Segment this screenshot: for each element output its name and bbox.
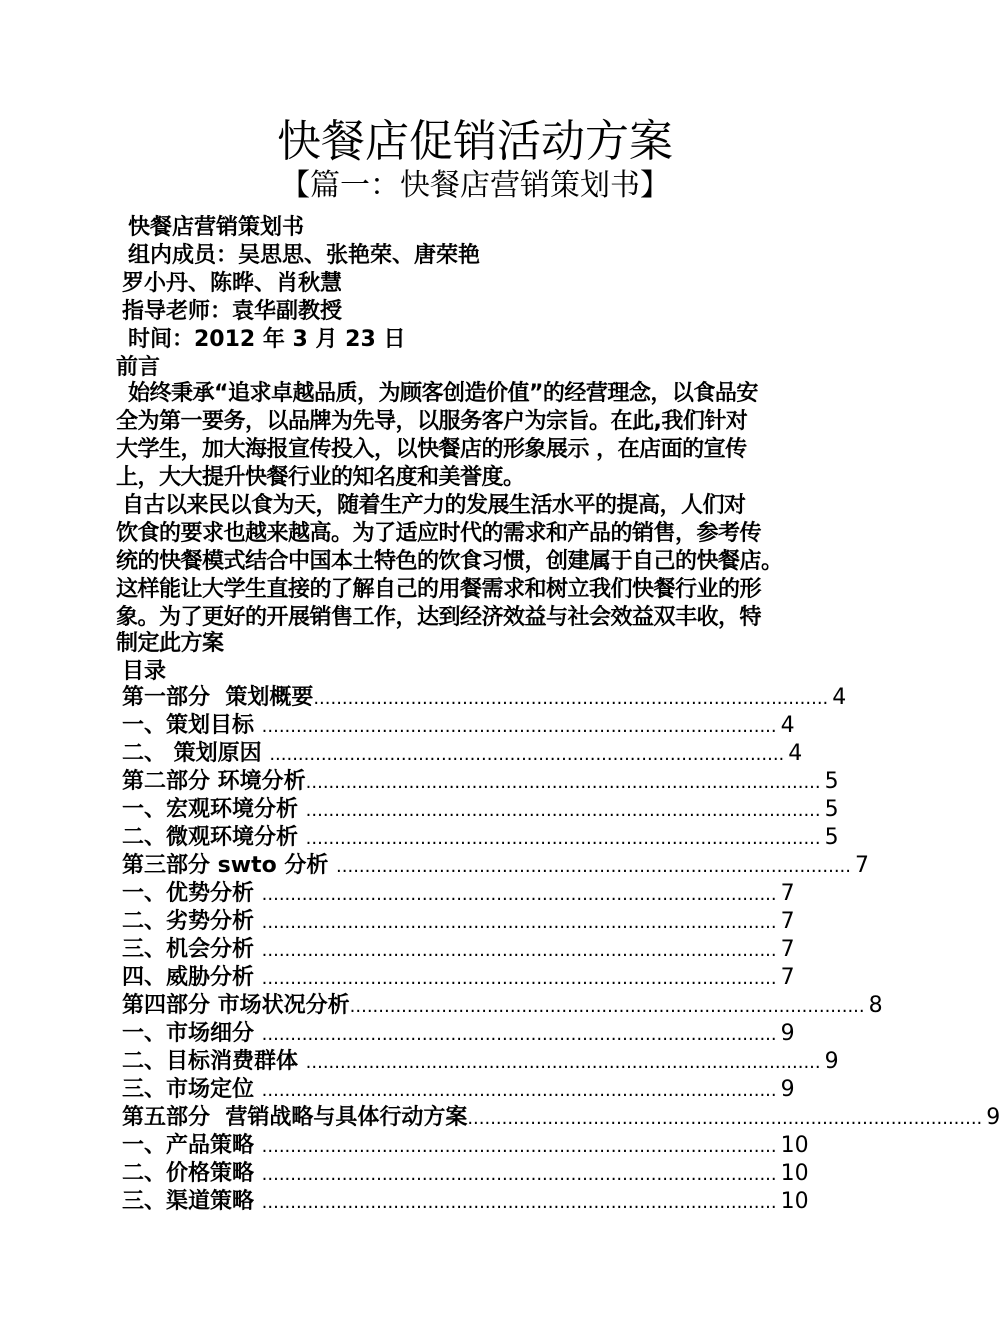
toc-entry[interactable] <box>122 684 847 713</box>
toc-entry[interactable] <box>122 740 803 769</box>
toc-entry-page: 9 <box>780 1021 795 1046</box>
preface-line: 自古以来民以食为天，随着生产力的发展生活水平的提高，人们对 <box>122 493 746 518</box>
preface-line: 上，大大提升快餐行业的知名度和美誉度。 <box>116 465 525 490</box>
toc-entry-label: 三、机会分析 <box>122 937 262 962</box>
toc-entry-page: 5 <box>824 769 839 794</box>
toc-entry-page: 7 <box>780 909 795 934</box>
toc-entry-page: 4 <box>780 713 795 738</box>
toc-entry[interactable] <box>122 908 795 937</box>
toc-entry-page: 7 <box>780 881 795 906</box>
toc-entry[interactable] <box>122 1188 809 1217</box>
toc-dot-leader: .......................................................................................... <box>261 1192 777 1213</box>
toc-dot-leader: .......................................................................................... <box>349 996 865 1017</box>
preface-line: 饮食的要求也越来越高。为了适应时代的需求和产品的销售，参考传 <box>116 521 762 546</box>
toc-entry-label: 第一部分 策划概要 <box>122 685 314 710</box>
toc-entry-page: 9 <box>986 1105 1000 1130</box>
members-line-1: 组内成员：吴思思、张艳荣、唐荣艳 <box>128 243 481 268</box>
toc-dot-leader: .......................................................................................... <box>305 772 821 793</box>
toc-heading: 目录 <box>122 659 167 684</box>
toc-dot-leader: .......................................................................................... <box>261 716 777 737</box>
toc-entry-label: 三、市场定位 <box>122 1077 262 1102</box>
preface-line: 大学生，加大海报宣传投入，以快餐店的形象展示 ，在店面的宣传 <box>116 437 747 462</box>
toc-dot-leader: .......................................................................................... <box>261 1136 777 1157</box>
preface-line: 制定此方案 <box>116 631 224 656</box>
date-line: 时间：2012 年 3 月 23 日 <box>128 327 406 352</box>
toc-entry[interactable] <box>122 824 839 853</box>
toc-entry[interactable] <box>122 964 795 993</box>
toc-entry-page: 5 <box>824 797 839 822</box>
toc-entry-page: 8 <box>868 993 883 1018</box>
toc-dot-leader: .......................................................................................... <box>336 856 851 877</box>
document-title: 快餐店促销活动方案 <box>277 116 673 167</box>
toc-entry-page: 7 <box>780 937 795 962</box>
toc-entry[interactable] <box>122 852 869 881</box>
toc-entry-page: 4 <box>832 685 847 710</box>
toc-entry-label: 二、微观环境分析 <box>122 825 306 850</box>
toc-entry-page: 7 <box>780 965 795 990</box>
preface-line: 这样能让大学生直接的了解自己的用餐需求和树立我们快餐行业的形 <box>116 577 762 602</box>
toc-entry-page: 7 <box>854 853 869 878</box>
toc-entry-label: 二、 策划原因 <box>122 741 270 766</box>
toc-entry-label: 第四部分 市场状况分析 <box>122 993 350 1018</box>
toc-dot-leader: .......................................................................................... <box>261 884 777 905</box>
preface-heading: 前言 <box>116 355 161 380</box>
toc-dot-leader: .......................................................................................... <box>305 828 821 849</box>
toc-entry[interactable] <box>122 880 795 909</box>
preface-line: 全为第一要务，以品牌为先导，以服务客户为宗旨。在此,我们针对 <box>116 409 748 434</box>
toc-entry-label: 一、优势分析 <box>122 881 262 906</box>
members-line-2: 罗小丹、陈晔、肖秋慧 <box>122 271 343 296</box>
toc-entry-label: 第五部分 营销战略与具体行动方案 <box>122 1105 468 1130</box>
toc-entry-page: 10 <box>780 1189 809 1214</box>
toc-dot-leader: .......................................................................................... <box>261 968 777 989</box>
toc-entry-label: 一、市场细分 <box>122 1021 262 1046</box>
toc-entry-page: 9 <box>780 1077 795 1102</box>
toc-entry-label: 四、威胁分析 <box>122 965 262 990</box>
toc-entry-label: 一、产品策略 <box>122 1133 262 1158</box>
toc-entry[interactable] <box>122 712 795 741</box>
toc-dot-leader: .......................................................................................... <box>261 940 777 961</box>
toc-entry-page: 9 <box>824 1049 839 1074</box>
toc-entry[interactable] <box>122 1076 795 1105</box>
toc-entry-page: 4 <box>788 741 803 766</box>
toc-entry-page: 5 <box>824 825 839 850</box>
advisor-line: 指导老师：袁华副教授 <box>122 299 343 324</box>
toc-entry-page: 10 <box>780 1161 809 1186</box>
toc-dot-leader: .......................................................................................... <box>261 1164 777 1185</box>
toc-dot-leader: .......................................................................................... <box>261 1024 777 1045</box>
toc-entry-label: 第二部分 环境分析 <box>122 769 306 794</box>
toc-dot-leader: .......................................................................................... <box>261 1080 777 1101</box>
toc-entry-label: 二、目标消费群体 <box>122 1049 306 1074</box>
toc-entry[interactable] <box>122 1020 795 1049</box>
toc-entry-label: 一、策划目标 <box>122 713 262 738</box>
toc-entry[interactable] <box>122 936 795 965</box>
toc-dot-leader: .......................................................................................... <box>305 800 821 821</box>
toc-entry-label: 二、价格策略 <box>122 1161 262 1186</box>
plan-heading: 快餐店营销策划书 <box>128 215 305 240</box>
toc-entry-label: 二、劣势分析 <box>122 909 262 934</box>
toc-dot-leader: .......................................................................................... <box>269 744 785 765</box>
toc-entry[interactable] <box>122 1104 1000 1133</box>
toc-entry-page: 10 <box>780 1133 809 1158</box>
toc-entry[interactable] <box>122 1132 809 1161</box>
toc-entry[interactable] <box>122 768 839 797</box>
preface-line: 统的快餐模式结合中国本土特色的饮食习惯，创建属于自己的快餐店。 <box>116 549 783 574</box>
toc-dot-leader: .......................................................................................... <box>313 688 829 709</box>
document-subtitle: 【篇一：快餐店营销策划书】 <box>280 168 670 203</box>
toc-entry[interactable] <box>122 1160 809 1189</box>
preface-line: 始终秉承“追求卓越品质，为顾客创造价值”的经营理念，以食品安 <box>128 381 758 406</box>
preface-line: 象。为了更好的开展销售工作，达到经济效益与社会效益双丰收，特 <box>116 605 762 630</box>
toc-dot-leader: .......................................................................................... <box>467 1108 983 1129</box>
toc-entry-label: 三、渠道策略 <box>122 1189 262 1214</box>
toc-dot-leader: .......................................................................................... <box>305 1052 821 1073</box>
toc-entry-label: 一、宏观环境分析 <box>122 797 306 822</box>
toc-entry[interactable] <box>122 1048 839 1077</box>
toc-entry-label: 第三部分 swto 分析 <box>122 853 337 878</box>
toc-dot-leader: .......................................................................................... <box>261 912 777 933</box>
toc-entry[interactable] <box>122 992 883 1021</box>
toc-entry[interactable] <box>122 796 839 825</box>
